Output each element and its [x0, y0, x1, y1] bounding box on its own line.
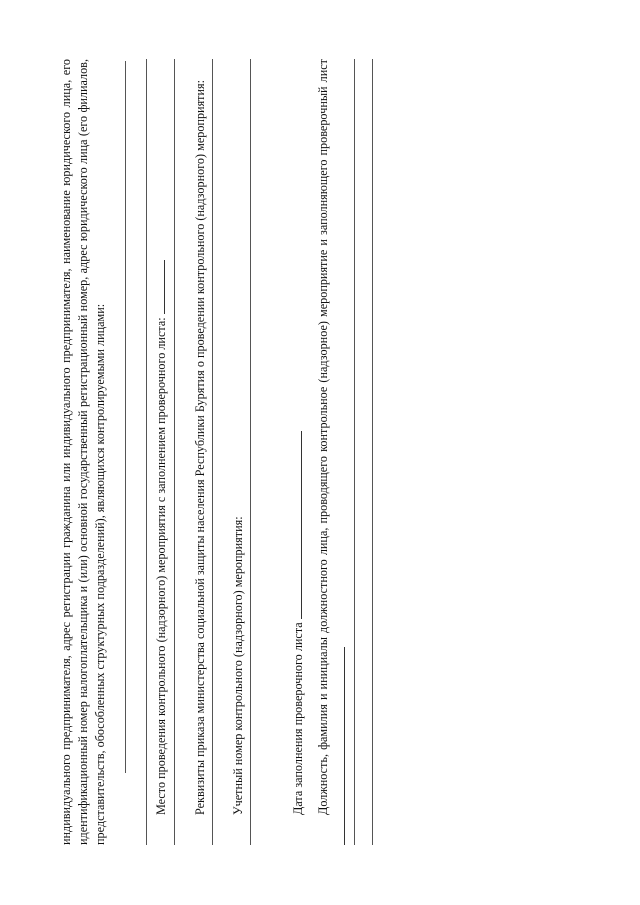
inspector-field [315, 59, 350, 845]
order-details-label: Реквизиты приказа министерства социальной защиты населения Республики Бурятия о проведении контрольного (надзорного) мероприятия: [193, 79, 207, 815]
account-number-label: Учетный номер контрольного (надзорного) мероприятия: [231, 516, 245, 815]
fill-date-label: Дата заполнения проверочного листа [291, 622, 305, 815]
event-place-field [152, 59, 170, 845]
inspector-input-line[interactable] [332, 647, 345, 845]
controlled-person-details-text: индивидуального предпринимателя, адрес регистрации гражданина или индивидуального предпринимателя, наименование юридического лица, его идентификационный номер налогоплательщика и (или) основной государственный регистрационный номер, адрес юридического лица (его филиалов, представительств, обособленных структурных подразделений), являющихся контролируемыми лицами: [59, 59, 107, 845]
section-divider [146, 59, 147, 845]
inspector-position-label: Должность, фамилия и инициалы должностного лица, проводящего контрольное (надзорное) мероприятие и заполняющего проверочный лист [316, 59, 330, 815]
event-place-label: Место проведения контрольного (надзорного) мероприятия с заполнением проверочного листа: [154, 317, 168, 815]
fill-date-input-line[interactable] [289, 431, 302, 619]
checklist-form [58, 59, 373, 845]
event-place-input-line[interactable] [152, 260, 165, 314]
answer-line [372, 59, 373, 845]
fill-date-field [289, 59, 307, 845]
